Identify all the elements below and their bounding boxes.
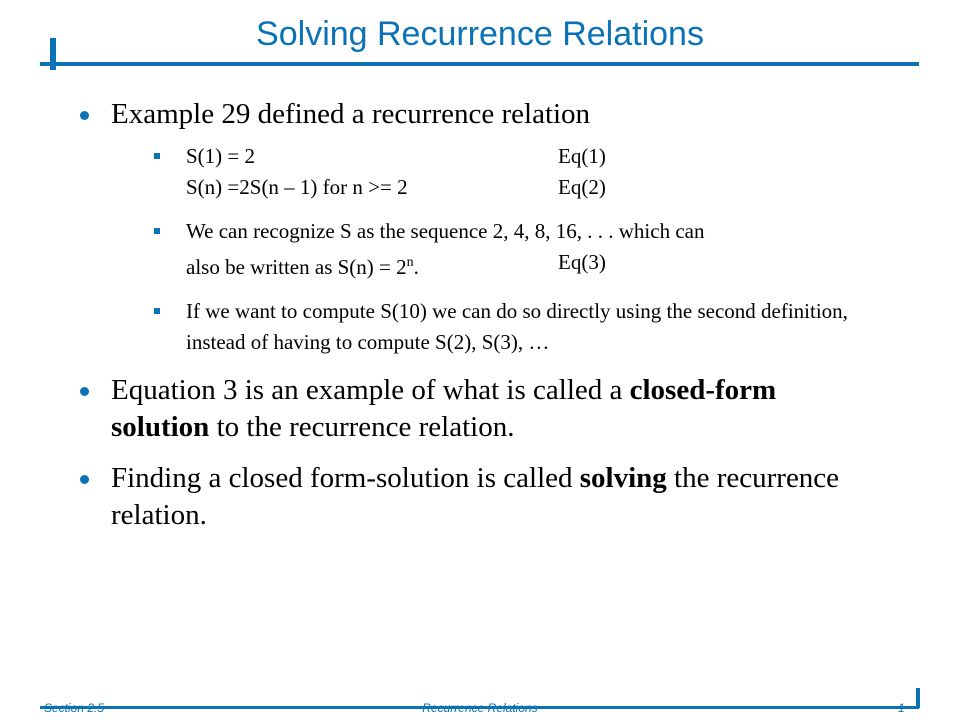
closed-form-expression	[186, 247, 558, 283]
equation-1: S(1) = 2	[186, 144, 256, 168]
bullet-dot	[80, 475, 89, 484]
bullet-dot	[80, 387, 89, 396]
footer-topic: Recurrence Relations	[422, 701, 538, 715]
exponent: n	[406, 255, 414, 270]
slide-content	[78, 96, 878, 548]
sub-bullet-compute	[111, 296, 886, 358]
equation-2-label: Eq(2)	[558, 175, 606, 199]
bullet-text-pre: Equation 3 is an example of what is called a	[111, 374, 630, 406]
bullet-text-pre: Finding a closed form-solution is called	[111, 462, 580, 494]
equation-2: S(n) =2S(n – 1) for n >= 2	[186, 175, 408, 199]
sub-bullet-list	[111, 141, 878, 358]
closed-form-text: also be written as S(n) = 2	[186, 255, 407, 279]
title-horizontal-rule	[40, 62, 919, 66]
sub-bullet-equations	[111, 141, 886, 203]
sequence-line-2	[186, 247, 886, 283]
equation-row-2	[186, 172, 886, 203]
bullet-text-post: to the recurrence relation.	[209, 411, 515, 443]
sub-bullet-square	[154, 153, 160, 159]
slide-title: Solving Recurrence Relations	[256, 15, 704, 53]
bullet-text: Example 29 defined a recurrence relation	[111, 98, 591, 130]
sub-bullet-sequence	[111, 216, 886, 283]
footer-page-number: 1	[898, 701, 905, 715]
bullet-text-post: the recurrence relation.	[111, 462, 840, 531]
equation-row-1	[186, 141, 886, 172]
closed-form-period: .	[413, 255, 419, 279]
sub-bullet-square	[154, 228, 160, 234]
bullet-example-29	[78, 96, 878, 358]
bullet-dot	[80, 111, 89, 120]
bullet-solving	[78, 460, 878, 534]
footer-section: Section 2.5	[44, 701, 105, 715]
sub-bullet-square	[154, 308, 160, 314]
bullet-closed-form	[78, 372, 878, 446]
compute-text: If we want to compute S(10) we can do so directly using the second definition, instead of having to compute S(2), S(3), …	[186, 299, 848, 354]
bullet-bold-term: solving	[579, 462, 667, 494]
bullet-bold-term: closed-form solution	[111, 374, 777, 443]
sequence-line-1: We can recognize S as the sequence 2, 4, 8, 16, . . . which can	[186, 219, 705, 243]
equation-1-label: Eq(1)	[558, 144, 606, 168]
equation-3-label: Eq(3)	[558, 250, 606, 274]
